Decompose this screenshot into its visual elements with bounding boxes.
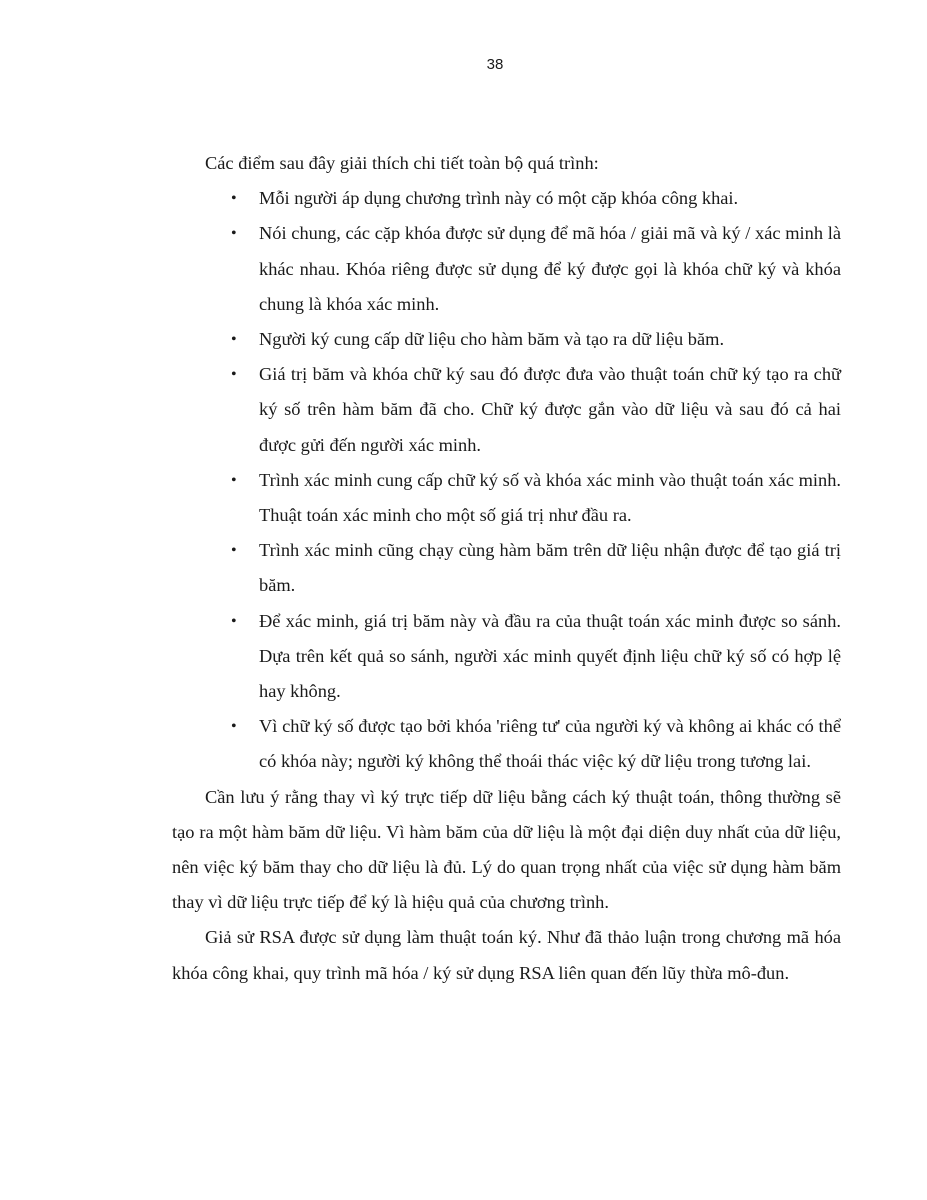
list-item-text: Người ký cung cấp dữ liệu cho hàm băm và tạo ra dữ liệu băm.	[259, 329, 725, 350]
bullet-icon: •	[231, 471, 237, 489]
body-paragraph: Cần lưu ý rằng thay vì ký trực tiếp dữ liệu bằng cách ký thuật toán, thông thường sẽ tạo ra một hàm băm dữ liệu. Vì hàm băm của dữ liệu là một đại diện duy nhất của dữ liệu, nên việc ký băm thay cho dữ liệu là đủ. Lý do quan trọng nhất của việc sử dụng hàm băm thay vì dữ liệu trực tiếp để ký là hiệu quả của chương trình.	[172, 786, 841, 913]
list-item-text: Mỗi người áp dụng chương trình này có một cặp khóa công khai.	[259, 188, 739, 209]
bullet-list	[172, 181, 841, 779]
list-item-text: Trình xác minh cũng chạy cùng hàm băm trên dữ liệu nhận được để tạo giá trị băm.	[259, 540, 841, 596]
bullet-icon: •	[231, 612, 237, 630]
list-item	[172, 533, 841, 603]
list-item-text: Nói chung, các cặp khóa được sử dụng để mã hóa / giải mã và ký / xác minh là khác nhau. Khóa riêng được sử dụng để ký được gọi là khóa chữ ký và khóa chung là khóa xác minh.	[259, 223, 841, 314]
list-item-text: Giá trị băm và khóa chữ ký sau đó được đưa vào thuật toán chữ ký tạo ra chữ ký số trên hàm băm đã cho. Chữ ký được gắn vào dữ liệu và sau đó cả hai được gửi đến người xác minh.	[259, 364, 841, 455]
list-item	[172, 709, 841, 779]
bullet-icon: •	[231, 718, 237, 736]
list-item-text: Trình xác minh cung cấp chữ ký số và khóa xác minh vào thuật toán xác minh. Thuật toán xác minh cho một số giá trị như đầu ra.	[259, 469, 841, 526]
list-item	[172, 216, 841, 322]
list-item	[172, 463, 841, 533]
list-item	[172, 357, 841, 463]
body-paragraph: Giả sử RSA được sử dụng làm thuật toán ký. Như đã thảo luận trong chương mã hóa khóa công khai, quy trình mã hóa / ký sử dụng RSA liên quan đến lũy thừa mô-đun.	[172, 927, 841, 983]
list-item	[172, 322, 841, 357]
list-item-text: Vì chữ ký số được tạo bởi khóa 'riêng tư' của người ký và không ai khác có thể có khóa này; người ký không thể thoái thác việc ký dữ liệu trong tương lai.	[259, 716, 841, 772]
bullet-icon: •	[231, 366, 237, 384]
bullet-icon: •	[231, 190, 237, 208]
list-item-text: Để xác minh, giá trị băm này và đầu ra của thuật toán xác minh được so sánh. Dựa trên kết quả so sánh, người xác minh quyết định liệu chữ ký số có hợp lệ hay không.	[259, 610, 841, 702]
bullet-icon: •	[231, 331, 237, 349]
page-number: 38	[486, 56, 504, 73]
page-body	[172, 146, 841, 991]
bullet-icon: •	[231, 225, 237, 243]
intro-text: Các điểm sau đây giải thích chi tiết toàn bộ quá trình:	[205, 153, 599, 173]
bullet-icon: •	[231, 542, 237, 560]
list-item	[172, 604, 841, 710]
list-item	[172, 181, 841, 216]
